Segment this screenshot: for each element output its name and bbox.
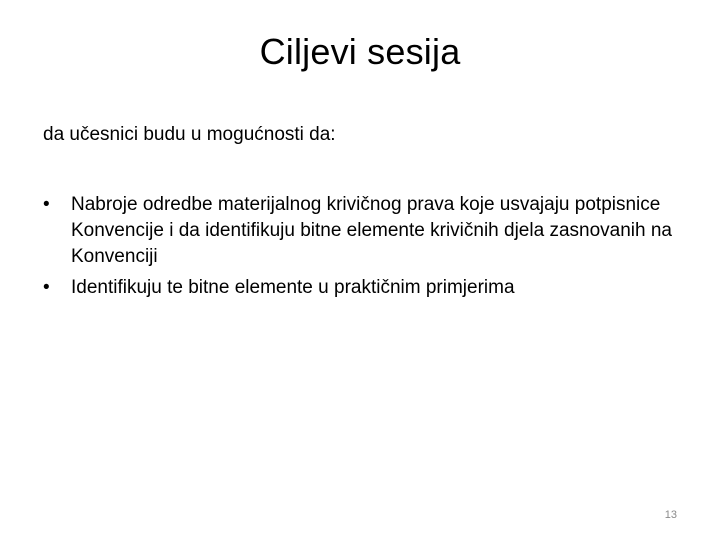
bullet-text: Nabroje odredbe materijalnog krivičnog prava koje usvajaju potpisnice Konvencije i da identifikuju bitne elemente krivičnih djela zasnovanih na Konvenciji — [71, 194, 672, 267]
bullet-text: Identifikuju te bitne elemente u praktičnim primjerima — [71, 277, 515, 298]
bullet-icon: • — [43, 194, 50, 215]
bullet-icon: • — [43, 277, 50, 298]
bullet-list — [43, 192, 693, 306]
bullet-item — [43, 192, 693, 270]
intro-text: da učesnici budu u mogućnosti da: — [43, 124, 336, 145]
page-number: 13 — [664, 509, 677, 521]
bullet-item — [43, 275, 693, 301]
slide-title: Ciljevi sesija — [259, 31, 461, 72]
